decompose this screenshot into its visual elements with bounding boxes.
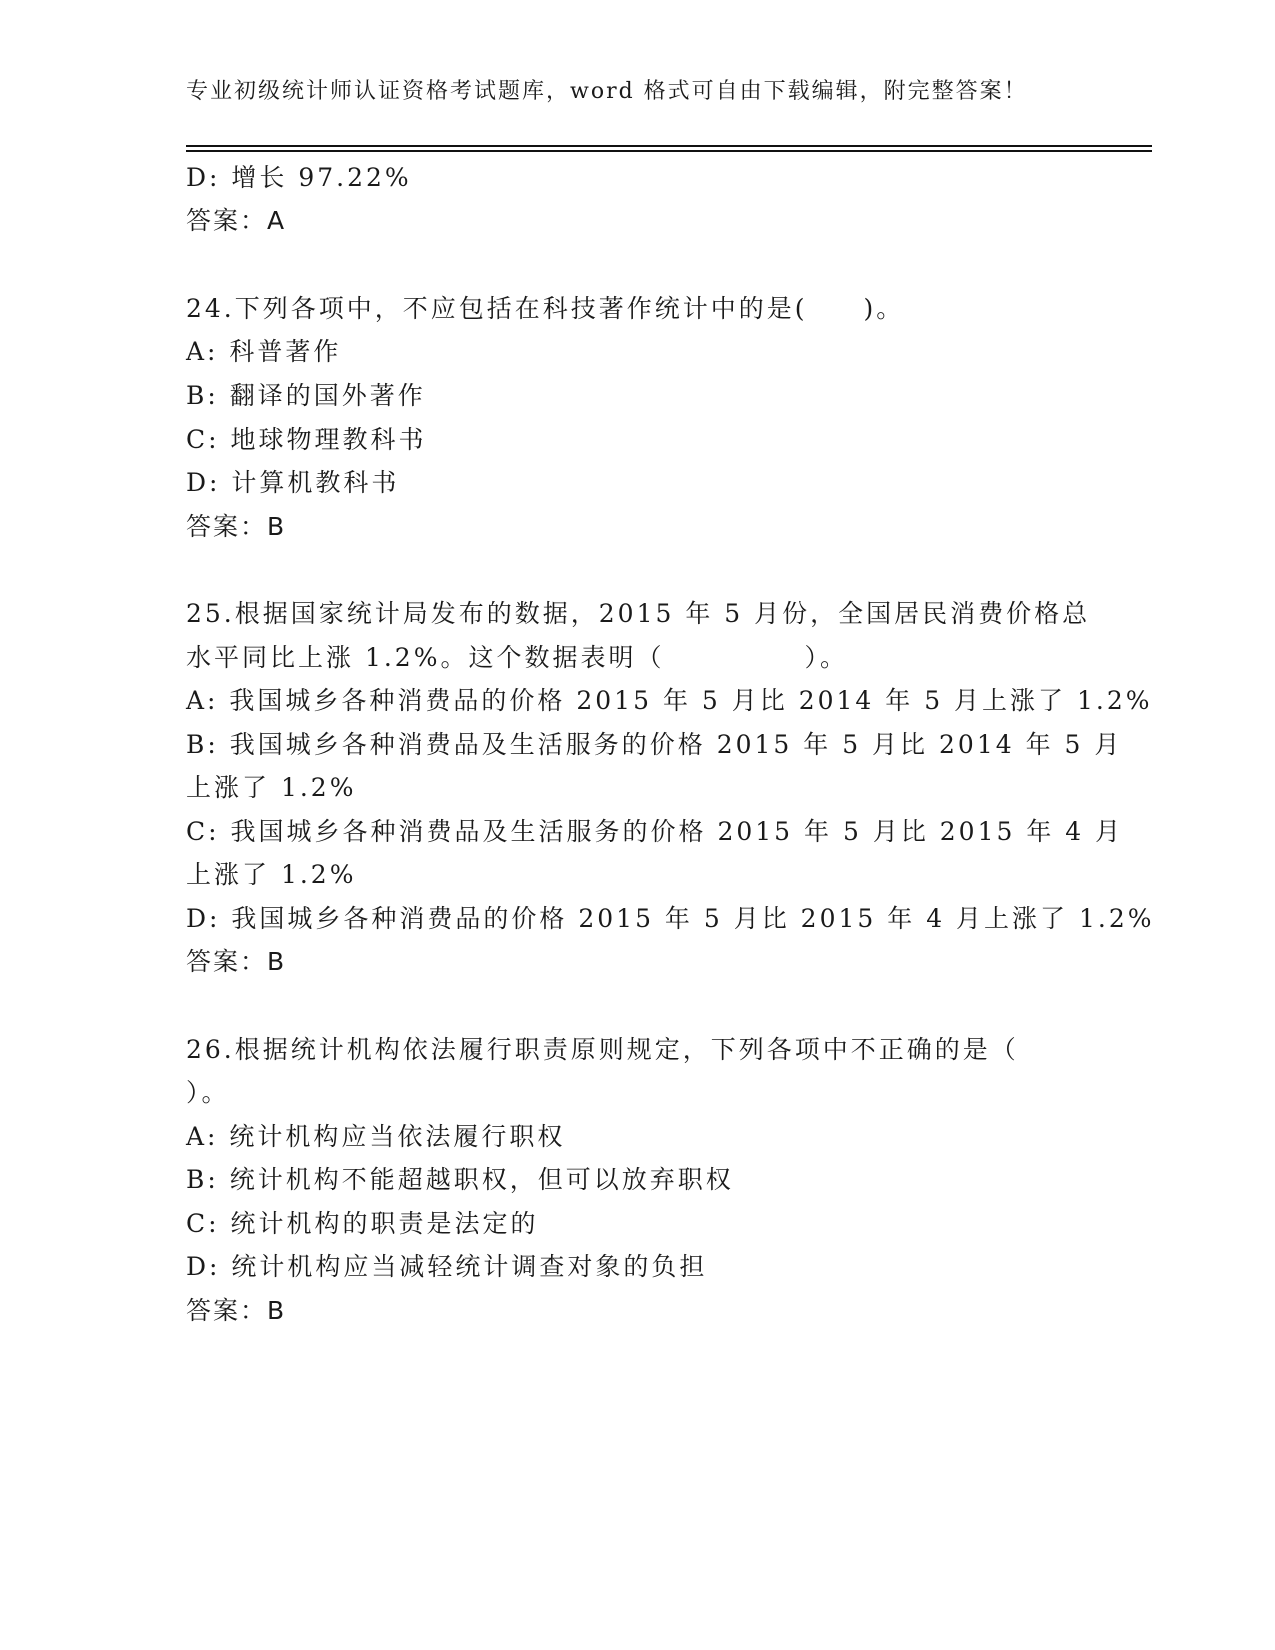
prev-option-d: D: 增长 97.22% <box>186 163 412 192</box>
q26-option-b: B: 统计机构不能超越职权，但可以放弃职权 <box>186 1165 734 1194</box>
q24-option-a: A: 科普著作 <box>186 337 342 366</box>
prev-answer: 答案：A <box>186 206 287 235</box>
page-header: 专业初级统计师认证资格考试题库，word 格式可自由下载编辑，附完整答案！ <box>186 79 1028 104</box>
q25-option-c-line1: C: 我国城乡各种消费品及生活服务的价格 2015 年 5 月比 2015 年 4 月 <box>186 817 1124 846</box>
q26-stem-line1: 26.根据统计机构依法履行职责原则规定，下列各项中不正确的是（ <box>186 1035 1019 1064</box>
q24-option-b: B: 翻译的国外著作 <box>186 381 426 410</box>
q25-option-b-line2: 上涨了 1.2% <box>186 773 357 802</box>
q24-option-c: C: 地球物理教科书 <box>186 425 427 454</box>
q24-answer: 答案：B <box>186 512 287 541</box>
q25-answer: 答案：B <box>186 947 287 976</box>
q25-option-d: D: 我国城乡各种消费品的价格 2015 年 5 月比 2015 年 4 月上涨了 1.2% <box>186 904 1155 933</box>
q26-option-a: A: 统计机构应当依法履行职权 <box>186 1122 566 1151</box>
q25-option-b-line1: B: 我国城乡各种消费品及生活服务的价格 2015 年 5 月比 2014 年 5 月 <box>186 730 1123 759</box>
q26-stem-line2: ）。 <box>186 1078 230 1107</box>
q25-stem-line1: 25.根据国家统计局发布的数据，2015 年 5 月份，全国居民消费价格总 <box>186 599 1091 628</box>
q26-option-c: C: 统计机构的职责是法定的 <box>186 1209 539 1238</box>
q25-stem-line2: 水平同比上涨 1.2%。这个数据表明（ ）。 <box>186 643 848 672</box>
q26-answer: 答案：B <box>186 1296 287 1325</box>
q24-option-d: D: 计算机教科书 <box>186 468 400 497</box>
q24-stem: 24.下列各项中，不应包括在科技著作统计中的是( )。 <box>186 294 905 323</box>
q26-option-d: D: 统计机构应当减轻统计调查对象的负担 <box>186 1252 708 1281</box>
header-rule-top <box>186 145 1152 147</box>
q25-option-c-line2: 上涨了 1.2% <box>186 860 357 889</box>
header-rule-bottom <box>186 150 1152 152</box>
q25-option-a: A: 我国城乡各种消费品的价格 2015 年 5 月比 2014 年 5 月上涨了 1.2% <box>186 686 1153 715</box>
